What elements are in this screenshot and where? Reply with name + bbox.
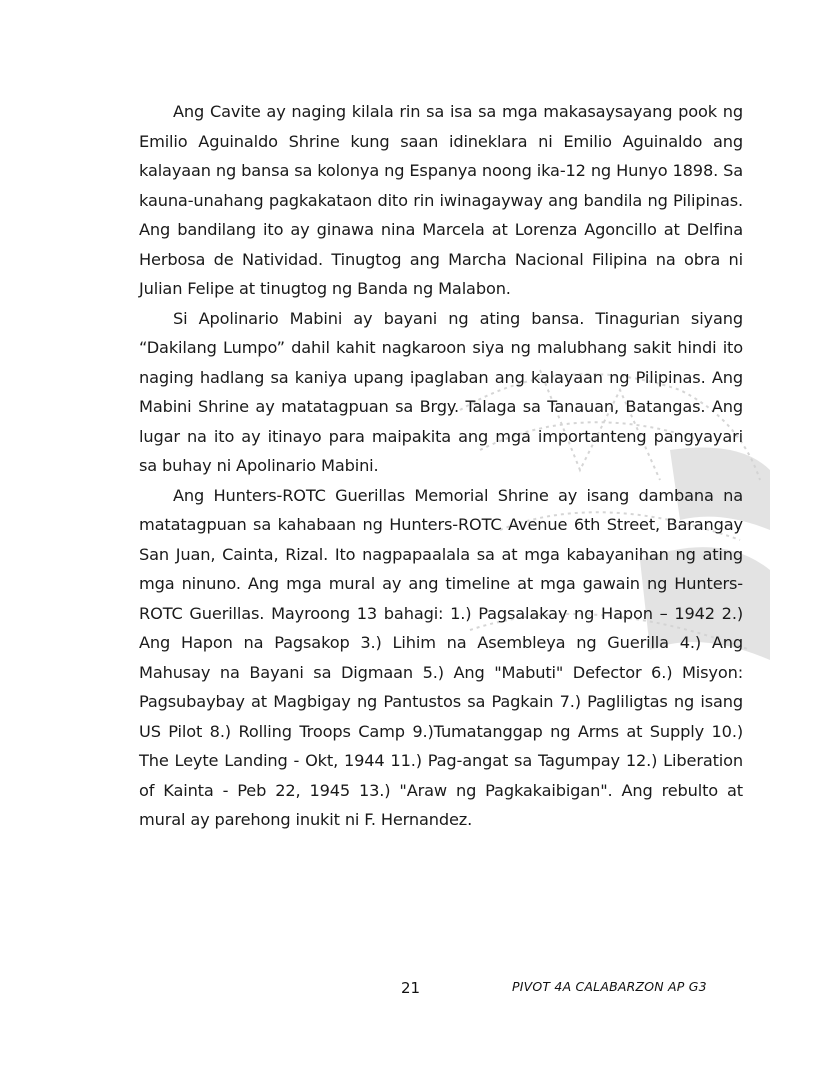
paragraph-cavite: Ang Cavite ay naging kilala rin sa isa sa mga makasaysayang pook ng Emilio Aguinaldo Shrine kung saan idineklara ni Emilio Aguinaldo ang kalayaan ng bansa sa kolonya ng Espanya noong ika-12 ng Hunyo 1898. Sa kauna-unahang pagkakataon dito rin iwinagayway ang bandila ng Pilipinas. Ang bandilang ito ay ginawa nina Marcela at Lorenza Agoncillo at Delfina Herbosa de Natividad. Tinugtog ang Marcha Nacional Filipina na obra ni Julian Felipe at tinugtog ng Banda ng Malabon. (139, 102, 743, 298)
footer-title: PIVOT 4A CALABARZON AP G3 (512, 979, 707, 994)
page-number: 21 (401, 979, 421, 997)
paragraph-hunters-rotc: Ang Hunters-ROTC Guerillas Memorial Shrine ay isang dambana na matatagpuan sa kahabaan ng Hunters-ROTC Avenue 6th Street, Barangay San Juan, Cainta, Rizal. Ito nagpapaalala sa at mga kabayanihan ng ating mga ninuno. Ang mga mural ay ang timeline at mga gawain ng Hunters-ROTC Guerillas. Mayroong 13 bahagi: 1.) Pagsalakay ng Hapon – 1942 2.) Ang Hapon na Pagsakop 3.) Lihim na Asembleya ng Guerilla 4.) Ang Mahusay na Bayani sa Digmaan 5.) Ang "Mabuti" Defector 6.) Misyon: Pagsubaybay at Magbigay ng Pantustos sa Pagkain 7.) Pagliligtas ng isang US Pilot 8.) Rolling Troops Camp 9.)Tumatanggap ng Arms at Supply 10.) The Leyte Landing - Okt, 1944 11.) Pag-angat sa Tagumpay 12.) Liberation of Kainta - Peb 22, 1945 13.) "Araw ng Pagkakaibigan". Ang rebulto at mural ay parehong inukit ni F. Hernandez. (139, 485, 743, 829)
paragraph-mabini: Si Apolinario Mabini ay bayani ng ating bansa. Tinagurian siyang “Dakilang Lumpo” dahil kahit nagkaroon siya ng malubhang sakit hindi ito naging hadlang sa kaniya upang ipaglaban ang kalayaan ng Pilipinas. Ang Mabini Shrine ay matatagpuan sa Brgy. Talaga sa Tanauan, Batangas. Ang lugar na ito ay itinayo para maipakita ang mga importanteng pangyayari sa buhay ni Apolinario Mabini. (139, 308, 743, 475)
body-text (139, 97, 743, 835)
